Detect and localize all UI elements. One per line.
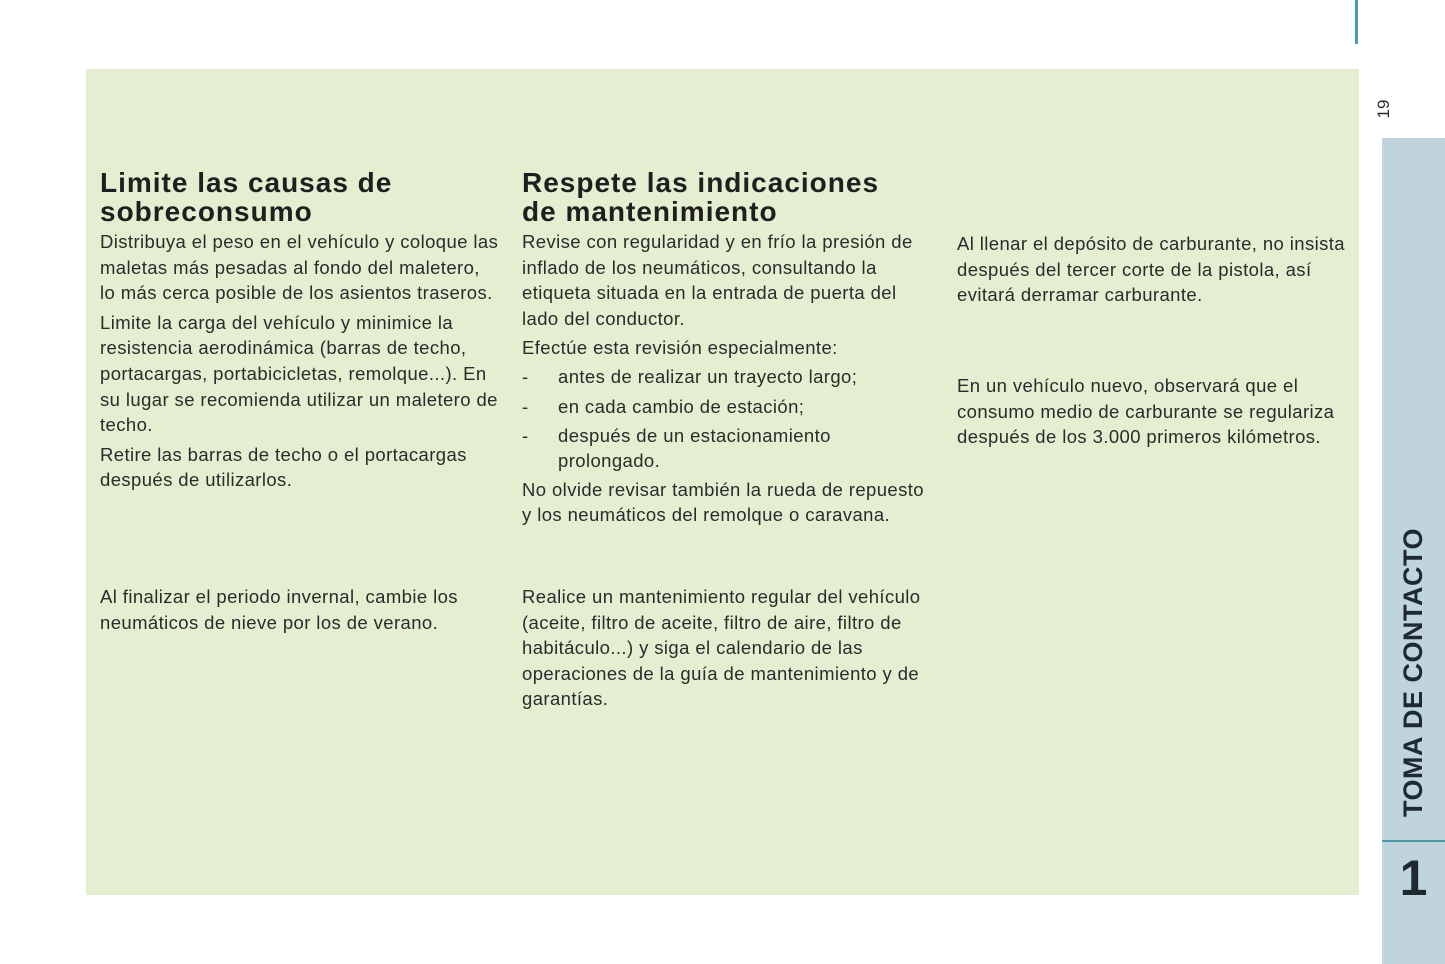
paragraph-spare-wheel: No olvide revisar también la rueda de repuesto y los neumáticos del remolque o caravana.	[522, 478, 924, 526]
paragraph-new-vehicle: En un vehículo nuevo, observará que el consumo medio de carburante se regulariza después de los 3.000 primeros kilómetros.	[957, 375, 1335, 448]
section-heading: Limite las causas de sobreconsumo	[100, 167, 393, 227]
paragraph-tyre-pressure: Revise con regularidad y en frío la presión de inflado de los neumáticos, consultando la etiqueta situada en la entrada de puerta del lado del conductor.	[522, 231, 913, 329]
list-item: - después de un estacionamiento prolongado.	[522, 424, 831, 472]
chapter-title-text: TOMA DE CONTACTO	[1398, 528, 1428, 817]
page-number: 19	[1374, 99, 1393, 119]
paragraph-roof-bars: Retire las barras de techo o el portacargas después de utilizarlos.	[100, 443, 467, 491]
column-maintenance	[522, 167, 932, 710]
chapter-number: 1	[1399, 850, 1428, 906]
paragraph-check-intro: Efectúe esta revisión especialmente:	[522, 337, 838, 359]
chapter-title	[1382, 520, 1445, 825]
column-fuel-consumption	[100, 167, 500, 633]
paragraph-load: Limite la carga del vehículo y minimice la resistencia aerodinámica (barras de techo, portacargas, portabicicletas, remolque...). En su lugar se recomienda utilizar un maletero de techo.	[100, 311, 498, 436]
paragraph-refuelling: Al llenar el depósito de carburante, no insista después del tercer corte de la pistola, así evitará derramar carburante.	[957, 233, 1345, 306]
paragraph-weight: Distribuya el peso en el vehículo y coloque las maletas más pesadas al fondo del maletero, lo más cerca posible de los asientos traseros.	[100, 231, 499, 304]
list-item: - en cada cambio de estación;	[522, 395, 805, 417]
top-accent-rule	[1355, 0, 1358, 44]
list-item: - antes de realizar un trayecto largo;	[522, 366, 858, 388]
chapter-divider	[1382, 840, 1445, 842]
paragraph-winter-tyres: Al finalizar el periodo invernal, cambie los neumáticos de nieve por los de verano.	[100, 586, 458, 633]
section-heading: Respete las indicaciones de mantenimiento	[522, 167, 880, 227]
paragraph-regular-maintenance: Realice un mantenimiento regular del vehículo (aceite, filtro de aceite, filtro de aire, filtro de habitáculo...) y siga el calendario de las operaciones de la guía de mantenimiento y de garantías.	[522, 586, 921, 710]
